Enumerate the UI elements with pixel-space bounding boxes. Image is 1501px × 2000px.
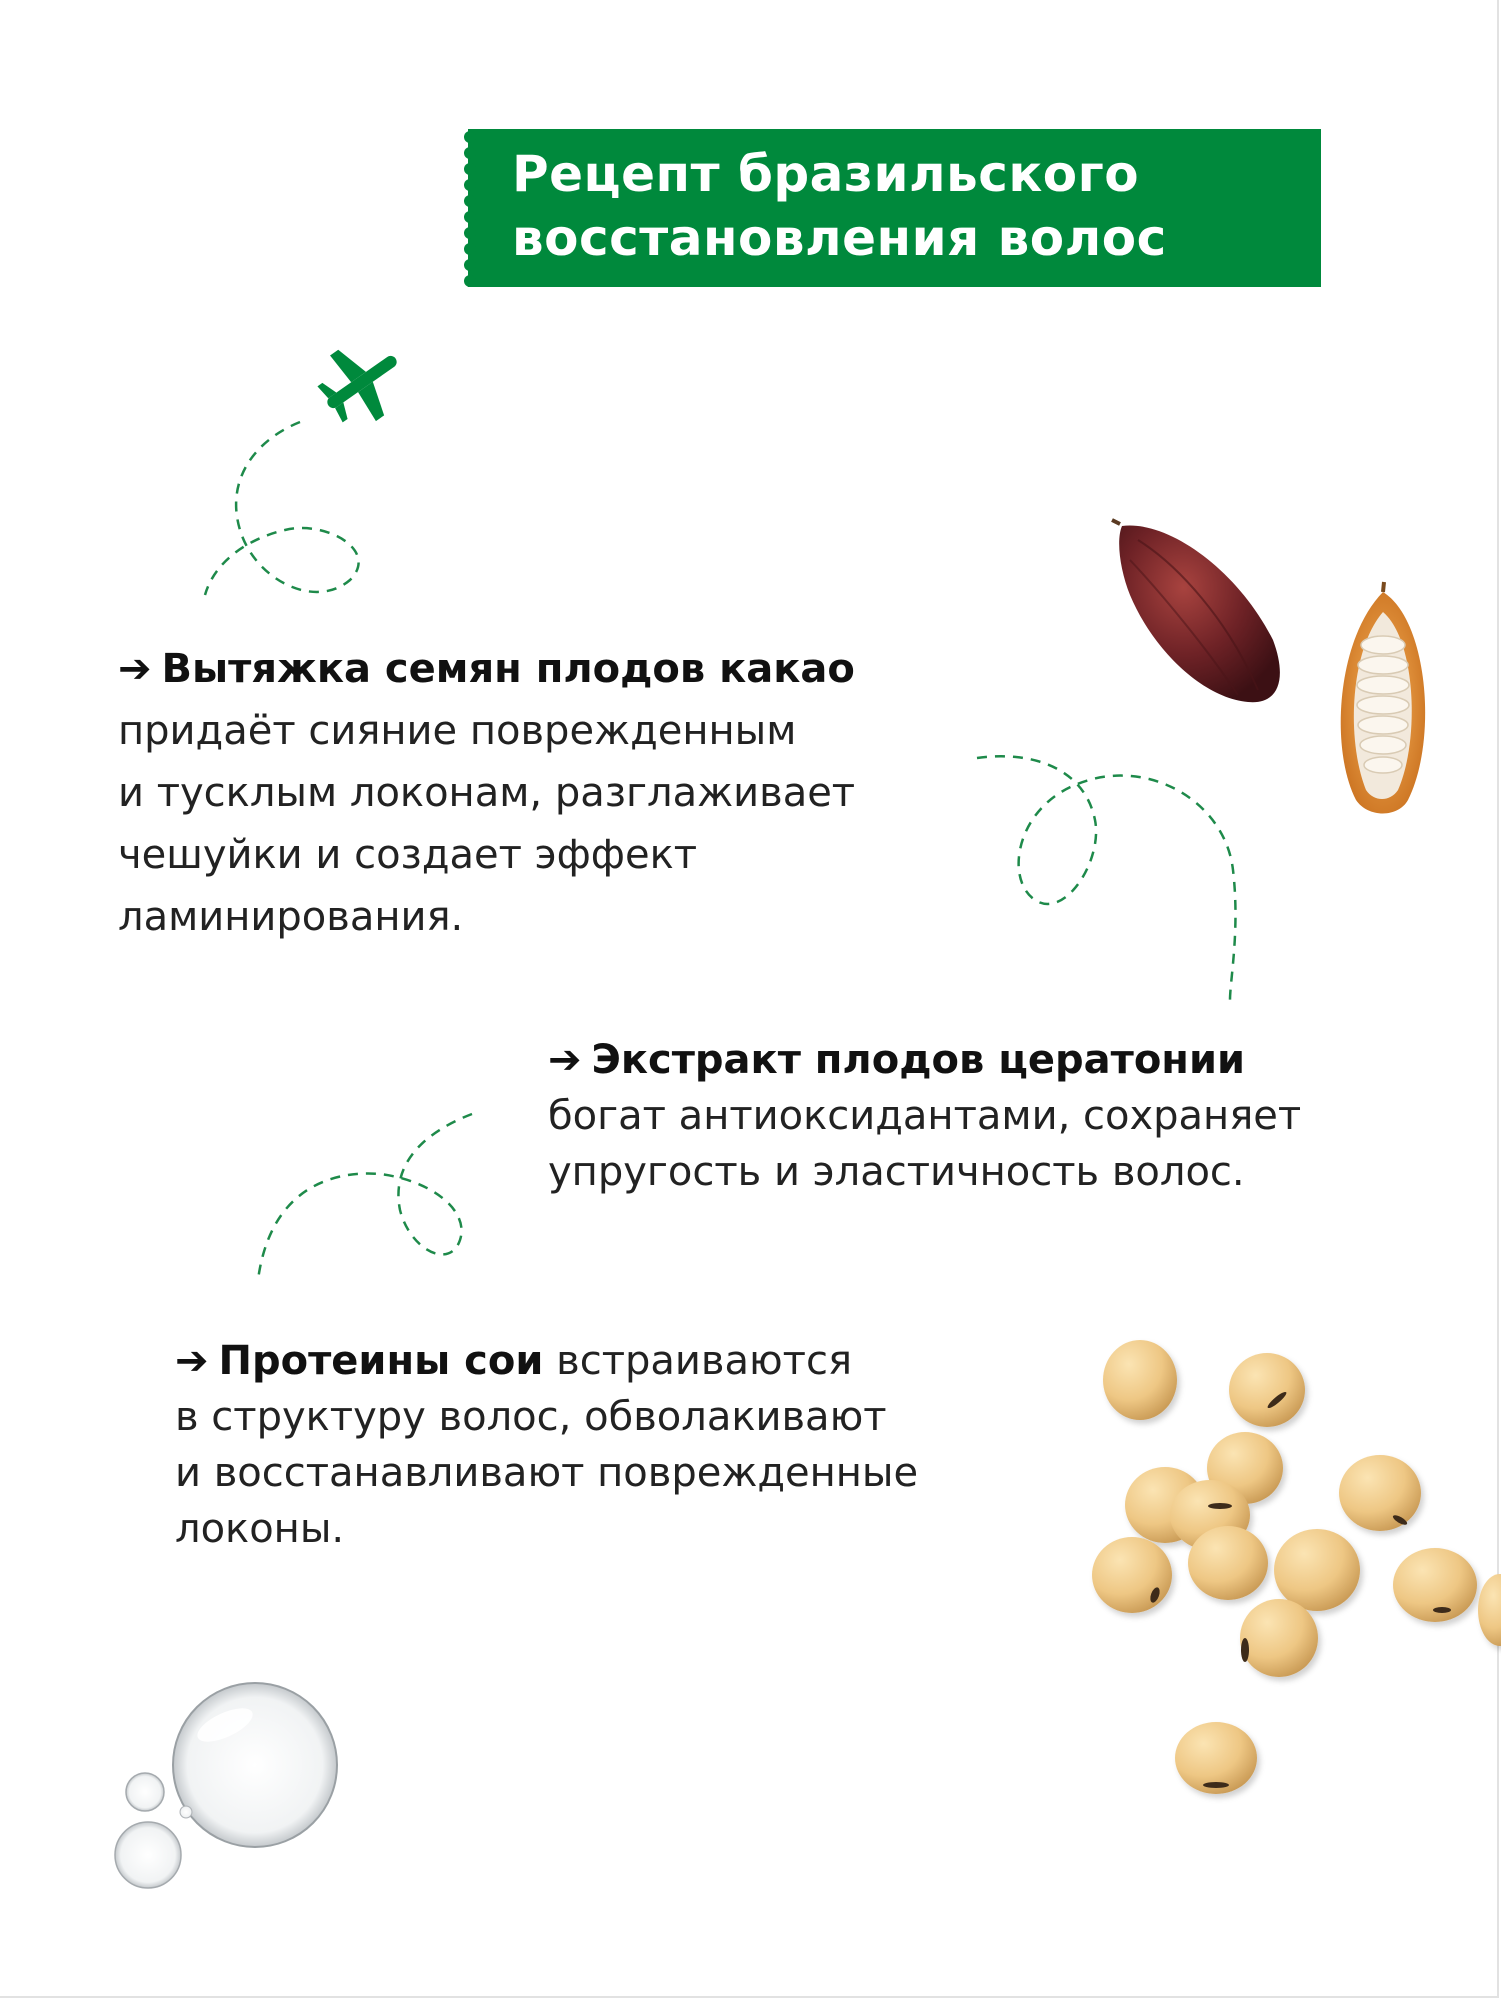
water-droplets-image [110, 1680, 350, 1900]
cacao-pod-whole [1108, 520, 1298, 710]
ingredient-desc-line: и восстанавливают поврежденные [175, 1450, 919, 1496]
page-title-line-2: восстановления волос [512, 209, 1167, 267]
page-title [512, 142, 1302, 270]
arrow-right-icon: ➔ [548, 1037, 582, 1083]
ingredient-desc-line: богат антиоксидантами, сохраняет [548, 1093, 1302, 1139]
page-title-line-1: Рецепт бразильского [512, 145, 1140, 203]
ingredient-title: Протеины сои [218, 1338, 544, 1384]
dashed-flight-path-top [195, 410, 365, 610]
ingredient-desc-line: ламинирования. [118, 894, 464, 940]
arrow-right-icon: ➔ [175, 1338, 209, 1384]
ingredient-soy [175, 1333, 1075, 1557]
banner-scalloped-edge [458, 129, 478, 287]
ingredient-desc-line: чешуйки и создает эффект [118, 832, 698, 878]
arrow-right-icon: ➔ [118, 646, 152, 692]
ingredient-desc-line: и тусклым локонам, разглаживает [118, 770, 856, 816]
dashed-flight-path-right [975, 750, 1265, 1010]
dashed-flight-path-left [250, 1110, 480, 1290]
ingredient-carob [548, 1032, 1448, 1200]
ingredient-desc-line: упругость и эластичность волос. [548, 1149, 1245, 1195]
ingredient-title: Вытяжка семян плодов какао [161, 646, 855, 692]
ingredient-desc-line: придаёт сияние поврежденным [118, 708, 797, 754]
ingredient-cacao [118, 638, 978, 948]
ingredient-title: Экстракт плодов цератонии [591, 1037, 1245, 1083]
ingredient-desc-line: в структуру волос, обволакивают [175, 1394, 887, 1440]
ingredient-desc-line: локоны. [175, 1506, 345, 1552]
cacao-pod-halved [1328, 590, 1438, 825]
ingredient-title-rest: встраиваются [543, 1338, 852, 1384]
soybeans-image [1080, 1330, 1501, 1800]
